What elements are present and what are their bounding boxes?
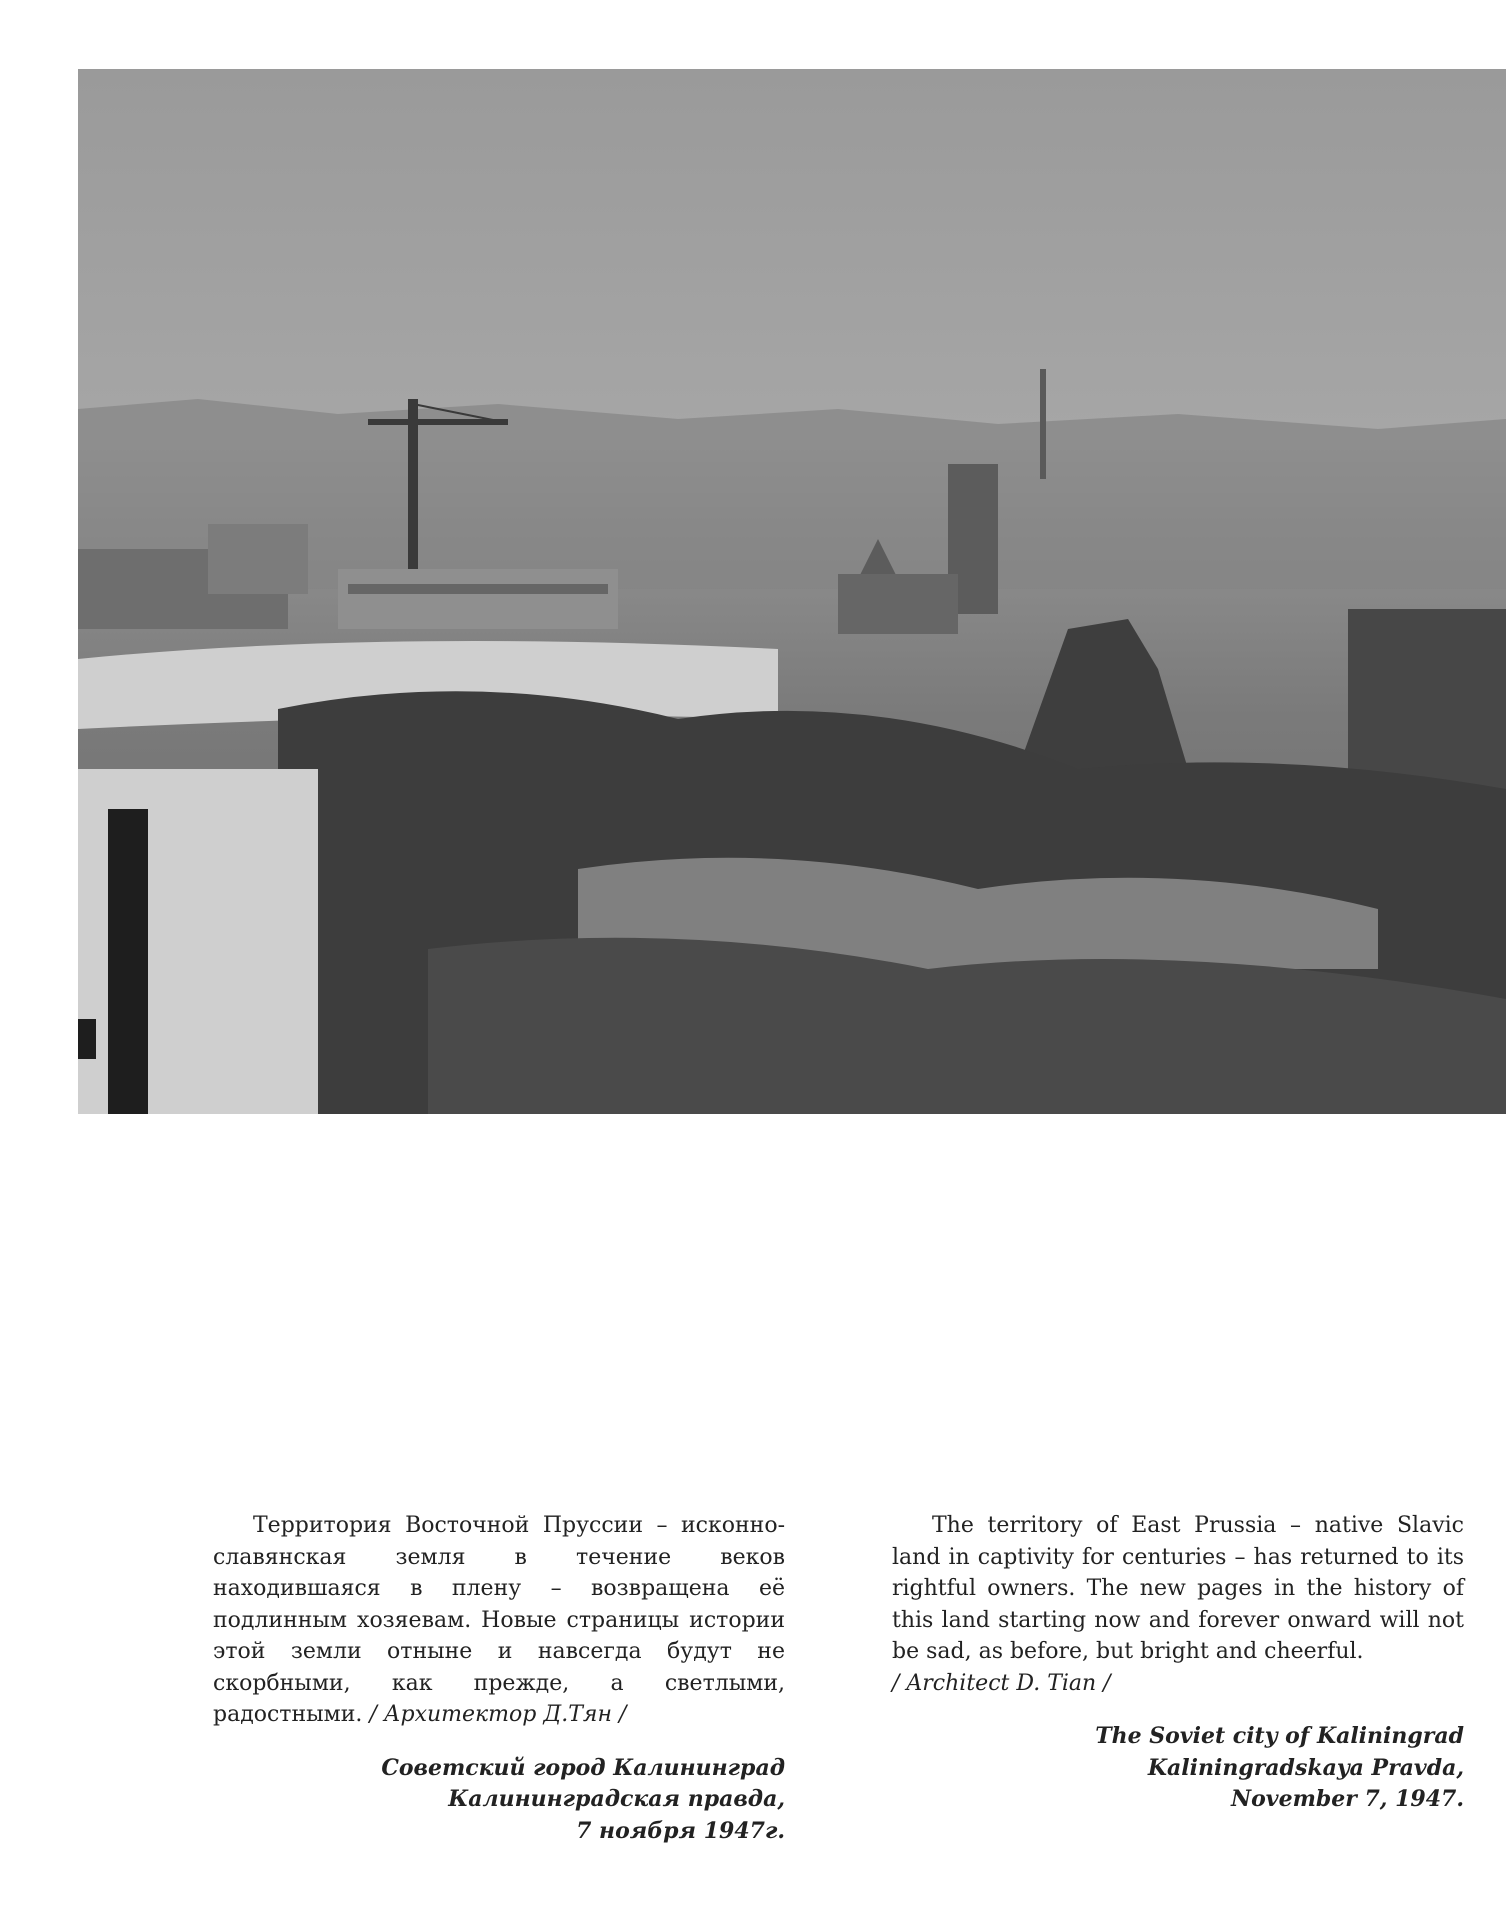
russian-source (213, 1753, 785, 1848)
russian-attribution: / Архитектор Д.Тян / (369, 1702, 627, 1727)
russian-source-line: 7 ноября 1947г. (576, 1817, 785, 1844)
english-source-line: The Soviet city of Kaliningrad (1095, 1723, 1464, 1749)
russian-source-line: Советский город Калининград (381, 1754, 785, 1781)
english-paragraph-text: The territory of East Prussia – native Slavic land in captivity for centuries – has returned to its rightful owners. The new pages in the history of this land starting now and forever onward will not be sad, as before, but bright and cheerful. (892, 1513, 1464, 1664)
russian-caption (213, 1510, 785, 1847)
russian-source-line: Калининградская правда, (448, 1786, 785, 1812)
english-caption (892, 1510, 1464, 1816)
cityscape-photo (78, 69, 1506, 1114)
russian-paragraph (213, 1510, 785, 1731)
english-attribution: / Architect D. Tian / (892, 1670, 1111, 1696)
english-source-line: Kaliningradskaya Pravda, (1147, 1754, 1464, 1781)
russian-paragraph-text: Территория Восточной Пруссии – исконно-славянская земля в течение веков находившаяся в плену – возвращена её подлинным хозяевам. Новые страницы истории этой земли отныне и навсегда будут не скорбными, как прежде, а светлыми, радостными. (213, 1513, 785, 1727)
english-paragraph (892, 1510, 1464, 1699)
winter-cityscape-photo-icon (78, 69, 1506, 1114)
english-source-line: November 7, 1947. (1231, 1786, 1464, 1812)
english-source (892, 1721, 1464, 1816)
